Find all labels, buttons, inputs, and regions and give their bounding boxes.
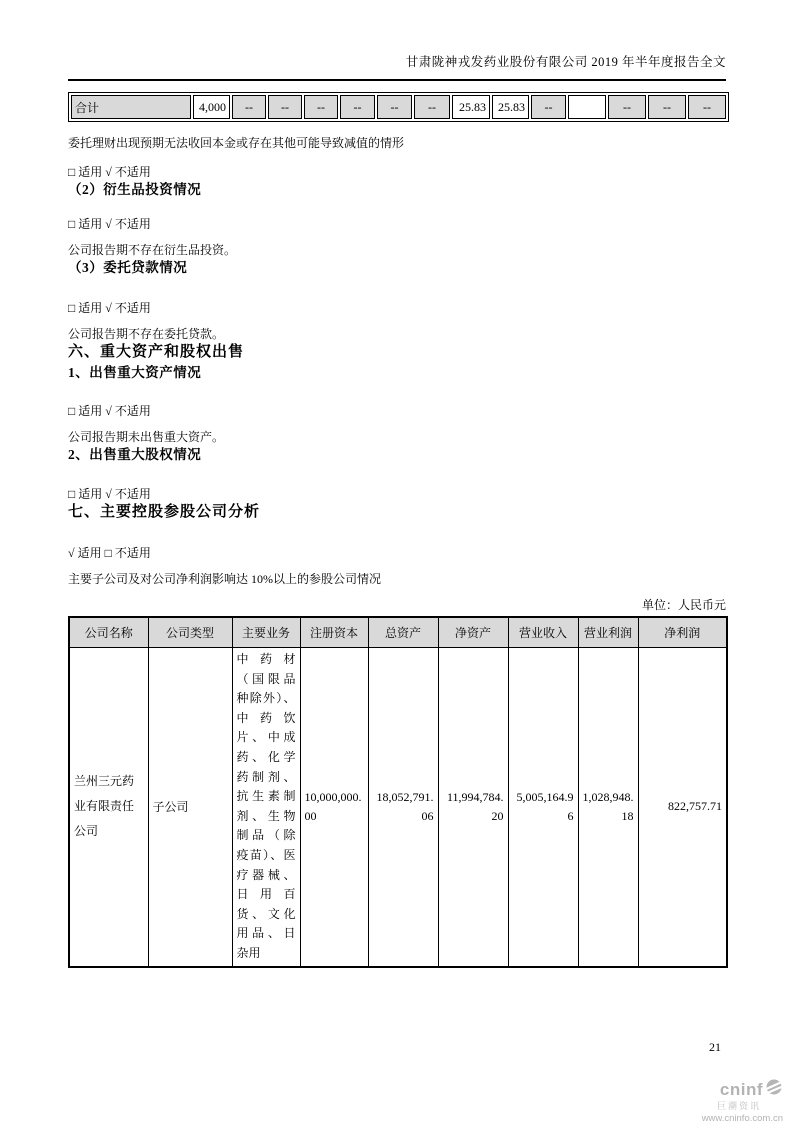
table-row bbox=[71, 95, 726, 119]
registered-capital-cell: 10,000,000.00 bbox=[300, 648, 368, 967]
main-business-cell: 中药材（国限品种除外）、中药饮片、中成药、化学药制剂、抗生素制剂、生物制品（除疫苗）、医疗器械、日用百货、文化用品、日杂用 bbox=[232, 648, 300, 967]
heading-derivatives: （2）衍生品投资情况 bbox=[68, 182, 202, 197]
total-row-label: 合计 bbox=[71, 95, 191, 119]
applicable-checkline: □ 适用 √ 不适用 bbox=[68, 487, 151, 501]
dash-cell: -- bbox=[268, 95, 302, 119]
applicable-checkline: □ 适用 √ 不适用 bbox=[68, 404, 151, 418]
cninfo-logo-text: cninf bbox=[719, 1079, 763, 1099]
col-net-assets: 净资产 bbox=[438, 617, 508, 648]
cninfo-logo bbox=[702, 1078, 783, 1122]
subsidiaries-table bbox=[68, 616, 728, 968]
company-type-cell: 子公司 bbox=[148, 648, 232, 967]
dash-cell: -- bbox=[340, 95, 375, 119]
value-cell: 25.83 bbox=[452, 95, 490, 119]
applicable-checkline: □ 适用 √ 不适用 bbox=[68, 217, 151, 231]
dash-cell: -- bbox=[531, 95, 566, 119]
dash-cell: -- bbox=[688, 95, 726, 119]
table-header-row bbox=[69, 617, 727, 648]
heading-subsidiaries-analysis: 七、主要控股参股公司分析 bbox=[68, 504, 261, 520]
no-asset-sale-text: 公司报告期未出售重大资产。 bbox=[68, 430, 225, 444]
total-amount-cell: 4,000 bbox=[193, 95, 230, 119]
applicable-checkline: √ 适用 □ 不适用 bbox=[68, 546, 151, 560]
col-company-type: 公司类型 bbox=[148, 617, 232, 648]
col-net-profit: 净利润 bbox=[638, 617, 727, 648]
document-header-title: 甘肃陇神戎发药业股份有限公司 2019 年半年度报告全文 bbox=[68, 0, 726, 81]
heading-entrusted-loans: （3）委托贷款情况 bbox=[68, 260, 188, 275]
operating-profit-cell: 1,028,948.18 bbox=[578, 648, 638, 967]
col-total-assets: 总资产 bbox=[368, 617, 438, 648]
entrusted-wealth-summary-table bbox=[68, 92, 729, 122]
no-derivatives-text: 公司报告期不存在衍生品投资。 bbox=[68, 243, 237, 257]
heading-asset-sale: 1、出售重大资产情况 bbox=[68, 365, 202, 380]
col-revenue: 营业收入 bbox=[508, 617, 578, 648]
subsidiaries-note: 主要子公司及对公司净利润影响达 10%以上的参股公司情况 bbox=[68, 572, 381, 586]
dash-cell: -- bbox=[304, 95, 338, 119]
dash-cell: -- bbox=[648, 95, 686, 119]
table-row bbox=[69, 648, 727, 967]
company-name-cell: 兰州三元药业有限责任公司 bbox=[69, 648, 148, 967]
dash-cell: -- bbox=[232, 95, 266, 119]
cninfo-swirl-icon bbox=[765, 1078, 783, 1100]
col-company-name: 公司名称 bbox=[69, 617, 148, 648]
heading-equity-sale: 2、出售重大股权情况 bbox=[68, 447, 202, 462]
cninfo-logo-url: www.cninfo.com.cn bbox=[701, 1113, 783, 1122]
total-assets-cell: 18,052,791.06 bbox=[368, 648, 438, 967]
heading-major-asset-equity-sale: 六、重大资产和股权出售 bbox=[68, 344, 245, 360]
net-assets-cell: 11,994,784.20 bbox=[438, 648, 508, 967]
unit-label: 单位：人民币元 bbox=[641, 598, 726, 612]
applicable-checkline: □ 适用 √ 不适用 bbox=[68, 301, 151, 315]
revenue-cell: 5,005,164.96 bbox=[508, 648, 578, 967]
dash-cell: -- bbox=[414, 95, 450, 119]
net-profit-cell: 822,757.71 bbox=[638, 648, 727, 967]
applicable-checkline: □ 适用 √ 不适用 bbox=[68, 165, 151, 179]
dash-cell: -- bbox=[608, 95, 646, 119]
col-main-business: 主要业务 bbox=[232, 617, 300, 648]
col-operating-profit: 营业利润 bbox=[578, 617, 638, 648]
entrusted-wealth-note: 委托理财出现预期无法收回本金或存在其他可能导致减值的情形 bbox=[68, 136, 405, 150]
no-loans-text: 公司报告期不存在委托贷款。 bbox=[68, 327, 225, 341]
col-registered-capital: 注册资本 bbox=[300, 617, 368, 648]
page-number: 21 bbox=[709, 1040, 721, 1054]
cninfo-logo-subtitle: 巨潮资讯 bbox=[716, 1101, 761, 1111]
value-cell: 25.83 bbox=[492, 95, 529, 119]
dash-cell: -- bbox=[377, 95, 412, 119]
blank-cell bbox=[568, 95, 606, 119]
